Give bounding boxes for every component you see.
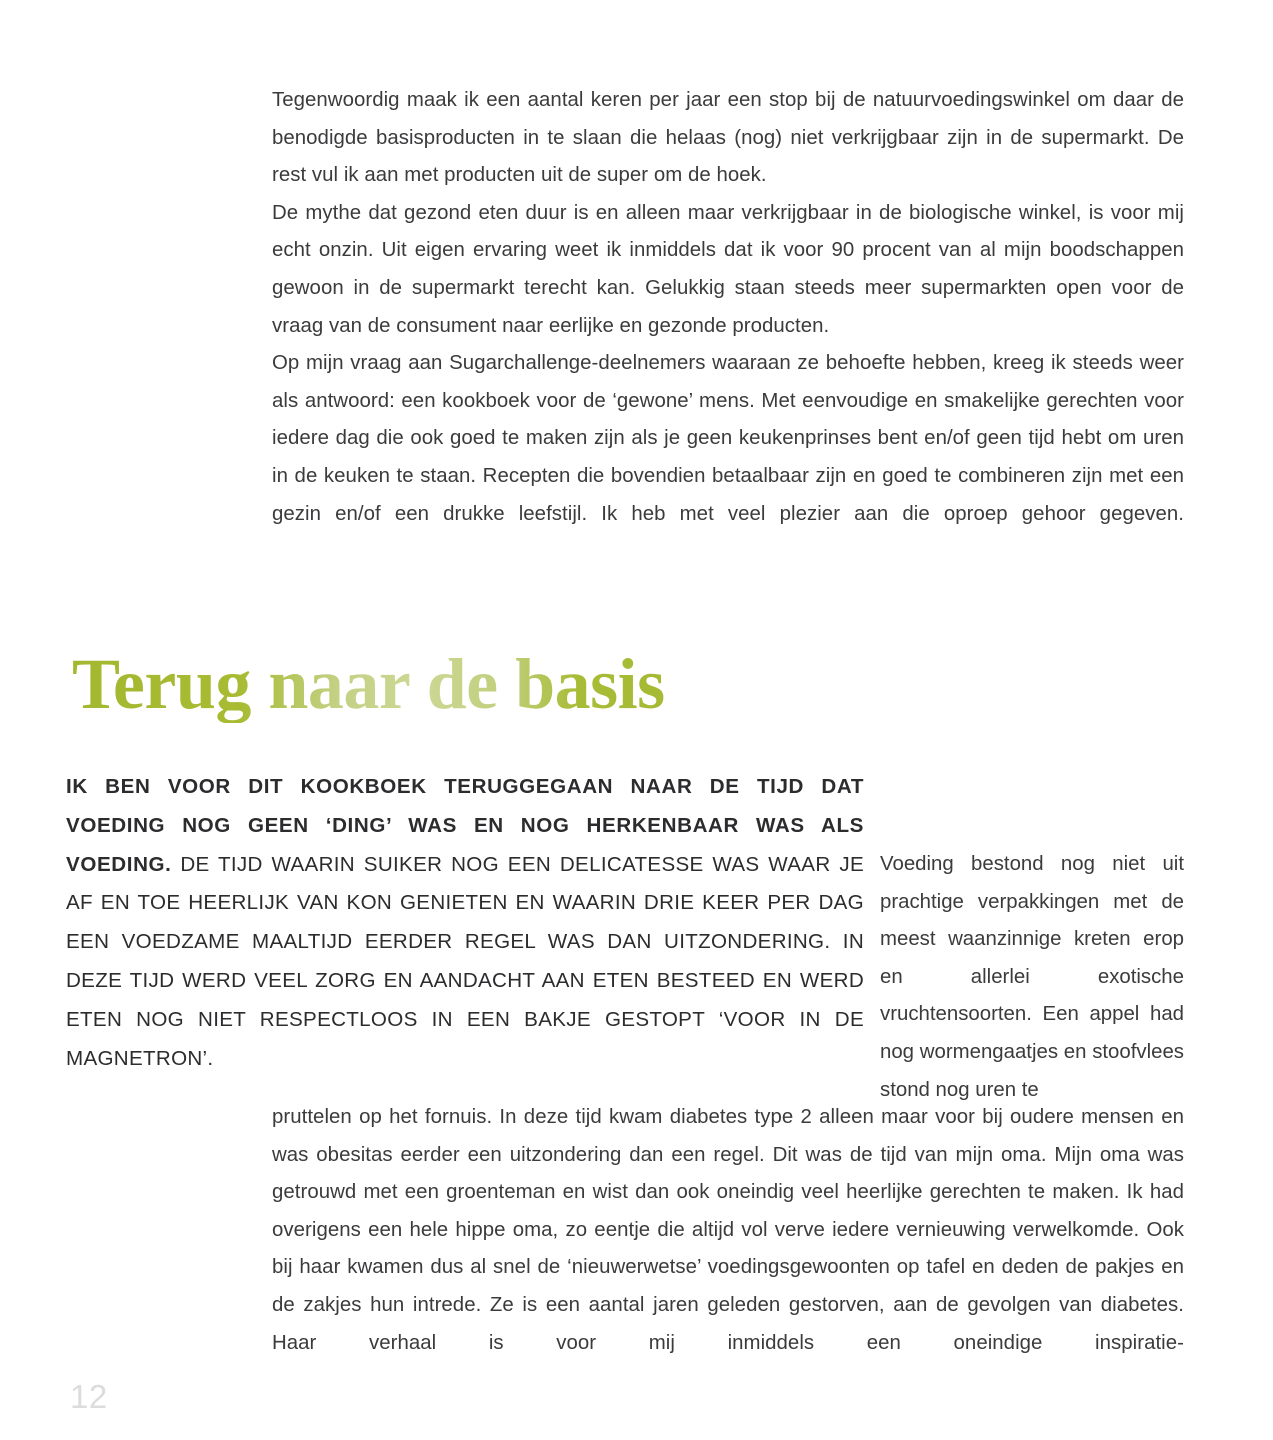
- paragraph-1: Tegenwoordig maak ik een aantal keren per jaar een stop bij de natuurvoedingswinkel om daar de benodigde basisproducten in te slaan die helaas (nog) niet verkrijgbaar zijn in de supermarkt. De rest vul ik aan met producten uit de super om de hoek.: [272, 89, 1184, 187]
- top-text-block: [272, 82, 1184, 571]
- intro-caps-paragraph: [66, 768, 864, 1078]
- intro-rest: DE TIJD WAARIN SUIKER NOG EEN DELICATESSE WAS WAAR JE AF EN TOE HEERLIJK VAN KON GENIETEN EN WAARIN DRIE KEER PER DAG EEN VOEDZAME MAALTIJD EERDER REGEL WAS DAN UITZONDERING. IN DEZE TIJD WERD VEEL ZORG EN AANDACHT AAN ETEN BESTEED EN WERD ETEN NOG NIET RESPECTLOOS IN EEN BAKJE GESTOPT ‘VOOR IN DE MAGNETRON’.: [66, 852, 864, 1070]
- paragraph-3: Op mijn vraag aan Sugarchallenge-deelnemers waaraan ze behoefte hebben, kreeg ik steeds weer als antwoord: een kookboek voor de ‘gewone’ mens. Met eenvoudige en smakelijke gerechten voor iedere dag die ook goed te maken zijn als je geen keukenprinses bent en/of geen tijd hebt om uren in de keuken te staan. Recepten die bovendien betaalbaar zijn en goed te combineren zijn met een gezin en/of een drukke leefstijl. Ik heb met veel plezier aan die oproep gehoor gegeven.: [272, 352, 1184, 525]
- paragraph-2: De mythe dat gezond eten duur is en alleen maar verkrijgbaar in de biologische winkel, is voor mij echt onzin. Uit eigen ervaring weet ik inmiddels dat ik voor 90 procent van al mijn boodschappen gewoon in de supermarkt terecht kan. Gelukkig staan steeds meer supermarkten open voor de vraag van de consument naar eerlijke en gezonde producten.: [272, 201, 1184, 337]
- side-column-paragraph: Voeding bestond nog niet uit prachtige verpakkingen met de meest waanzinnige kreten erop en allerlei exotische vruchtensoorten. Een appel had nog wormengaatjes en stoofvlees stond nog uren te: [880, 853, 1184, 1101]
- page-number: 12: [70, 1378, 108, 1415]
- intro-section: [66, 768, 1184, 1101]
- section-heading: Terug naar de basis: [72, 645, 772, 723]
- bottom-text-block: [272, 1099, 1184, 1400]
- paragraph-bottom: pruttelen op het fornuis. In deze tijd kwam diabetes type 2 alleen maar voor bij oudere mensen en was obesitas eerder een uitzondering dan een regel. Dit was de tijd van mijn oma. Mijn oma was getrouwd met een groenteman en wist dan ook oneindig veel heerlijke gerechten te maken. Ik had overigens een hele hippe oma, zo eentje die altijd vol verve iedere vernieuwing verwelkomde. Ook bij haar kwamen dus al snel de ‘nieuwerwetse’ voedingsgewoonten op tafel en deden de pakjes en de zakjes hun intrede. Ze is een aantal jaren geleden gestorven, aan de gevolgen van diabetes. Haar verhaal is voor mij inmiddels een oneindige inspiratie-: [272, 1106, 1184, 1354]
- intro-lead-bold: IK BEN VOOR DIT KOOKBOEK TERUGGEGAAN NAAR DE TIJD DAT VOEDING NOG GEEN ‘DING’ WAS EN NOG HERKENBAAR WAS ALS VOEDING.: [66, 775, 864, 876]
